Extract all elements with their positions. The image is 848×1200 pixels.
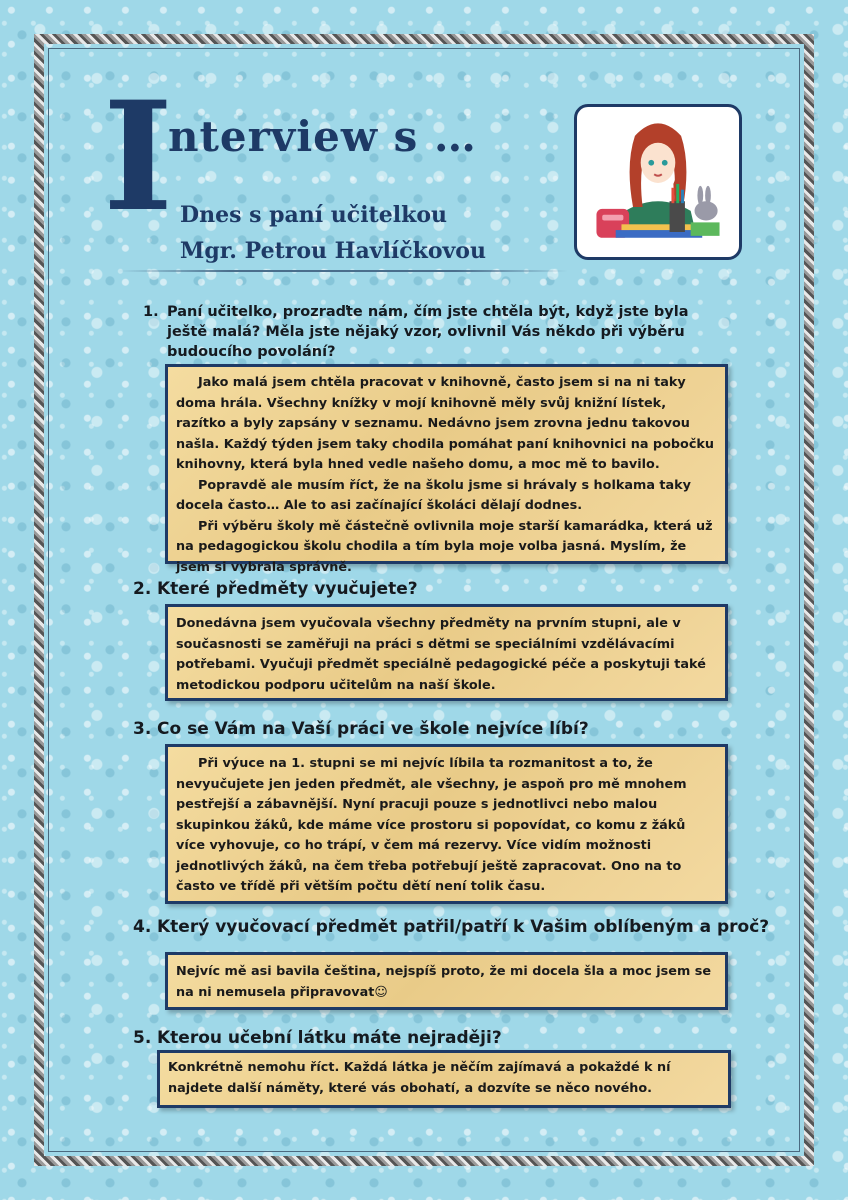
question-number: 2. (133, 579, 152, 599)
title-initial: I (103, 69, 174, 245)
question-4 (133, 916, 769, 938)
question-text: Které předměty vyučujete? (157, 579, 418, 599)
answer-text: Konkrétně nemohu říct. Každá látka je něčím zajímavá a pokaždé k ní najdete další náměty, které vás obohatí, a dozvíte se něco nového. (168, 1060, 671, 1096)
answer-text: Donedávna jsem vyučovala všechny předměty na prvním stupni, ale v současnosti se zaměřuji na práci s dětmi se speciálními vzdělávacími potřebami. Vyučuji předmět speciálně pedagogické péče a poskytuji také metodickou podporu učitelům na naší škole. (176, 616, 706, 693)
answer-box-4 (165, 952, 728, 1010)
question-1 (143, 302, 703, 362)
question-number: 3. (133, 719, 152, 739)
answer-text: Při výuce na 1. stupni se mi nejvíc líbila ta rozmanitost a to, že nevyučujete jen jeden předmět, ale všechny, je aspoň pro mě mnohem pestřejší a zábavnější. Nyní pracuji pouze s jednotlivci nebo malou skupinkou žáků, kde máme více prostoru si popovídat, co komu z žáků více vyhovuje, co ho trápí, v čem má rezervy. Více vidím možnosti jednotlivých žáků, na čem třeba potřebují ještě zapracovat. Ono na to často ve třídě při větším počtu dětí není tolik času. (176, 756, 687, 894)
answer-box-1 (165, 364, 728, 575)
question-text: Který vyučovací předmět patřil/patří k Vašim oblíbeným a proč? (157, 917, 770, 937)
question-3 (133, 718, 589, 740)
question-text: Kterou učební látku máte nejraději? (157, 1028, 502, 1048)
answer-text: Nejvíc mě asi bavila čeština, nejspíš proto, že mi docela šla a moc jsem se na ni nemusela připravovat☺ (176, 964, 712, 1000)
answer-paragraph: Jako malá jsem chtěla pracovat v knihovně, často jsem si na ni taky doma hrála. Všechny knížky v mojí knihovně měly svůj knižní lístek, razítko a byly zapsány v seznamu. Nedávno jsem zrovna jednu takovou našla. Každý týden jsem taky chodila pomáhat paní knihovnici na pobočku knihovny, která byla hned vedle našeho domu, a moc mě to bavilo. (176, 375, 715, 472)
question-2 (133, 578, 418, 600)
answer-box-2 (165, 604, 728, 701)
answer-paragraph: Při výběru školy mě částečně ovlivnila moje starší kamarádka, která už na pedagogickou školu chodila a tím byla moje volba jasná. Myslím, že jsem si vybrala správně. (176, 518, 713, 575)
question-number: 1. (143, 304, 159, 320)
question-number: 5. (133, 1028, 152, 1048)
question-text: Paní učitelko, prozraďte nám, čím jste chtěla být, když jste byla ještě malá? Měla jste nějaký vzor, ovlivnil Vás někdo při výběru budoucího povolání? (167, 304, 689, 360)
question-text: Co se Vám na Vaší práci ve škole nejvíce líbí? (157, 719, 589, 739)
subtitle-line-2: Mgr. Petrou Havlíčkovou (180, 238, 486, 264)
subtitle-line-1: Dnes s paní učitelkou (180, 202, 447, 228)
teacher-portrait (574, 104, 742, 260)
question-number: 4. (133, 917, 152, 937)
answer-box-5 (157, 1050, 731, 1108)
page-title: nterview s … (168, 112, 477, 161)
question-5 (133, 1027, 502, 1049)
cartoon-girl-icon (577, 107, 739, 257)
answer-paragraph: Popravdě ale musím říct, že na školu jsme si hrávaly s holkama taky docela často… Ale to asi začínající školáci dělají dodnes. (176, 477, 692, 513)
header-divider (118, 270, 568, 272)
answer-box-3 (165, 744, 728, 904)
